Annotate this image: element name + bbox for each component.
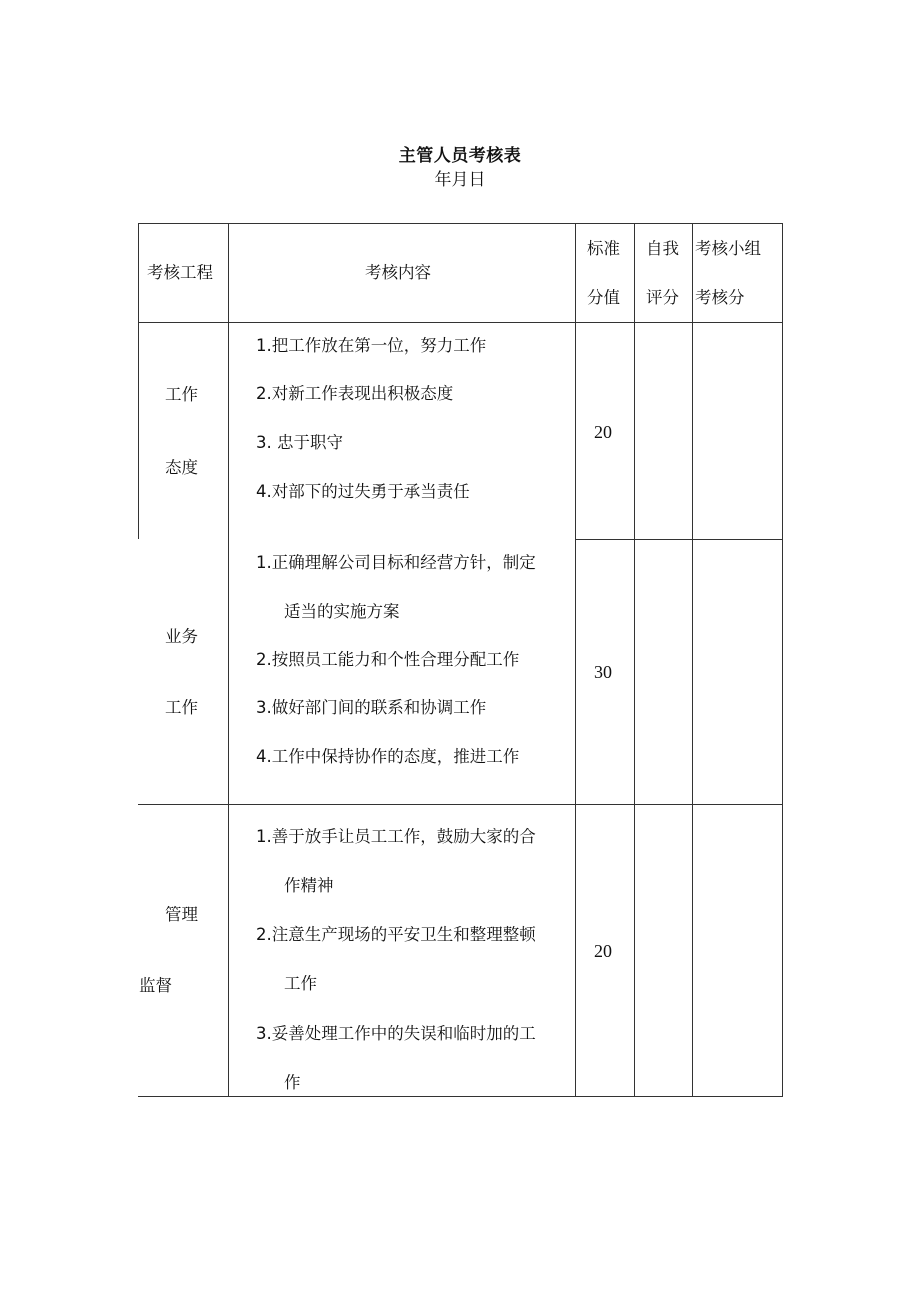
row1-item-line1: 工作 xyxy=(165,385,198,404)
row2-content-line2: 适当的实施方案 xyxy=(284,602,400,621)
column-divider-4 xyxy=(692,223,693,1097)
row3-content-line3: 2.注意生产现场的平安卫生和整理整顿 xyxy=(256,925,536,944)
row3-content-line1: 1.善于放手让员工工作，鼓励大家的合 xyxy=(256,827,536,846)
row2-content-line3: 2.按照员工能力和个性合理分配工作 xyxy=(256,650,520,669)
document-title: 主管人员考核表 xyxy=(398,146,522,166)
row1-content-line2: 2.对新工作表现出积极态度 xyxy=(256,384,454,403)
header-group-line2: 考核分 xyxy=(695,288,745,307)
column-divider-1 xyxy=(228,223,229,1097)
row3-content-line5: 3.妥善处理工作中的失误和临时加的工 xyxy=(256,1024,536,1043)
row3-item-line1: 管理 xyxy=(165,905,198,924)
header-divider xyxy=(138,322,783,323)
row-divider-1 xyxy=(576,539,783,540)
column-divider-2 xyxy=(575,223,576,1097)
row3-content-line2: 作精神 xyxy=(284,876,334,895)
header-self-line2: 评分 xyxy=(646,288,679,307)
header-group-line1: 考核小组 xyxy=(695,239,761,258)
header-self-line1: 自我 xyxy=(646,239,679,258)
row2-score: 30 xyxy=(594,662,612,682)
table-border-right xyxy=(782,223,783,1097)
row2-item-line2: 工作 xyxy=(165,698,198,717)
header-item: 考核工程 xyxy=(147,263,213,282)
table-border-left-row1 xyxy=(138,322,139,539)
column-divider-3 xyxy=(634,223,635,1097)
header-standard-line2: 分值 xyxy=(587,288,620,307)
row1-content-line3: 3. 忠于职守 xyxy=(256,433,343,452)
table-border-bottom xyxy=(138,1096,783,1097)
row1-content-line1: 1.把工作放在第一位，努力工作 xyxy=(256,336,487,355)
row1-content-line4: 4.对部下的过失勇于承当责任 xyxy=(256,482,470,501)
row2-content-line5: 4.工作中保持协作的态度，推进工作 xyxy=(256,747,520,766)
row2-content-line4: 3.做好部门间的联系和协调工作 xyxy=(256,698,487,717)
row-divider-2 xyxy=(138,804,783,805)
header-standard-line1: 标准 xyxy=(587,239,620,258)
row3-item-line2: 监督 xyxy=(139,976,172,995)
table-border-top xyxy=(138,223,783,224)
row1-item-line2: 态度 xyxy=(165,458,198,477)
row3-content-line6: 作 xyxy=(284,1073,301,1092)
header-content: 考核内容 xyxy=(365,263,431,282)
table-border-left-top xyxy=(138,223,139,323)
row1-score: 20 xyxy=(594,422,612,442)
date-line: 年月日 xyxy=(434,170,486,190)
row3-score: 20 xyxy=(594,941,612,961)
row3-content-line4: 工作 xyxy=(284,974,317,993)
row2-item-line1: 业务 xyxy=(165,627,198,646)
row2-content-line1: 1.正确理解公司目标和经营方针，制定 xyxy=(256,553,536,572)
